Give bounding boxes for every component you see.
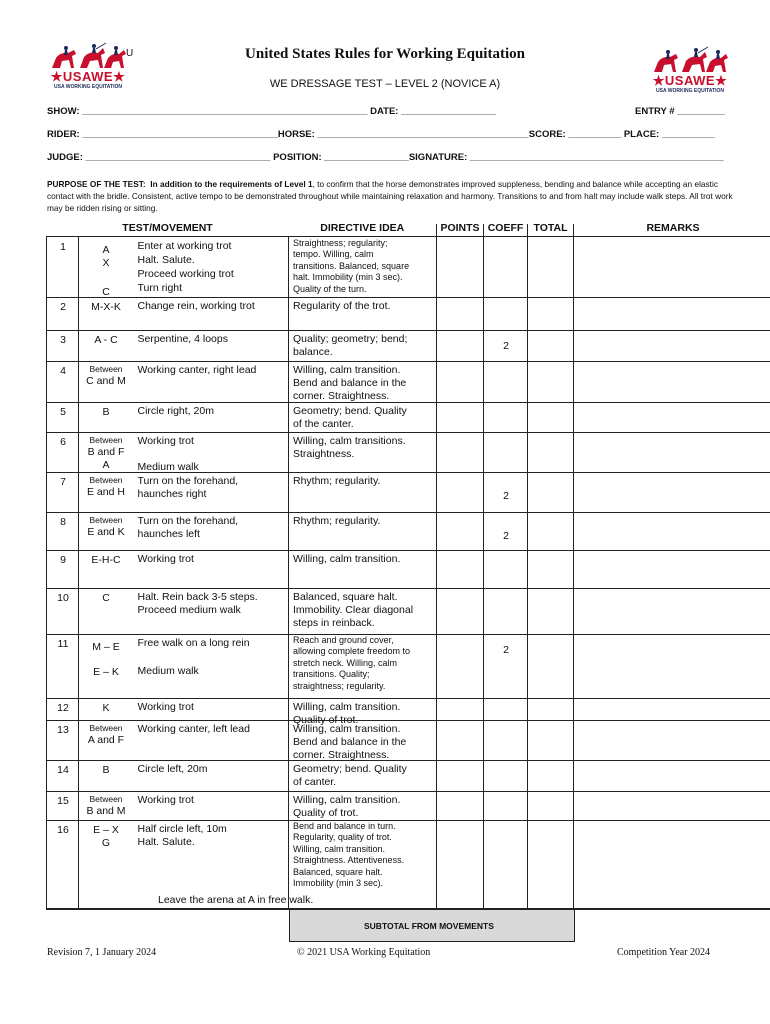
directive-text: Geometry; bend. Quality xyxy=(293,404,407,417)
purpose-paragraph xyxy=(47,178,737,214)
movement-text: Halt. Rein back 3-5 steps. xyxy=(137,590,258,603)
movement-number: 6 xyxy=(60,435,66,448)
movement-text: Turn right xyxy=(137,281,183,294)
arena-letters: E – X xyxy=(93,823,119,836)
directive-text: Willing, calm transition. xyxy=(293,843,386,854)
directive-text: tempo. Willing, calm xyxy=(293,249,374,259)
arena-letters: X xyxy=(102,256,110,269)
movement-text: Working canter, right lead xyxy=(137,363,257,376)
between-label: Between xyxy=(89,363,123,374)
movement-text: Proceed medium walk xyxy=(137,603,241,616)
coefficient: 2 xyxy=(503,529,509,542)
movement-number: 12 xyxy=(57,701,69,714)
movement-text: Proceed working trot xyxy=(137,267,234,280)
directive-text: Immobility (min 3 sec). xyxy=(293,878,384,888)
arena-letters: B xyxy=(102,405,110,418)
movement-text: Half circle left, 10m xyxy=(137,822,227,835)
logo-tagline: USA WORKING EQUITATION xyxy=(656,88,724,94)
stray-mark: U xyxy=(126,48,134,59)
movement-number: 10 xyxy=(57,591,69,604)
header-coeff: COEFF xyxy=(484,224,528,236)
directive-text: halt. Immobility (min 3 sec). xyxy=(293,272,403,282)
header-directive: DIRECTIVE IDEA xyxy=(289,224,437,236)
directive-text: transitions. Quality; xyxy=(293,669,370,679)
directive-text: of the canter. xyxy=(293,417,354,430)
movement-number: 5 xyxy=(60,405,66,418)
movement-text: Working trot xyxy=(137,793,194,806)
arena-letters: A and F xyxy=(87,733,125,746)
directive-text: Geometry; bend. Quality xyxy=(293,762,407,775)
movement-text: Medium walk xyxy=(137,460,199,473)
movement-text: haunches left xyxy=(137,527,200,540)
movement-number: 7 xyxy=(60,475,66,488)
arena-letters: E-H-C xyxy=(91,553,121,566)
directive-text: Willing, calm transition. xyxy=(293,722,401,735)
movement-number: 13 xyxy=(57,723,69,736)
logo-tagline: USA WORKING EQUITATION xyxy=(54,84,122,90)
directive-text: corner. Straightness. xyxy=(293,748,390,761)
directive-text: Bend and balance in the xyxy=(293,376,407,389)
movement-text: Medium walk xyxy=(137,664,199,677)
between-label: Between xyxy=(89,722,123,733)
row-divider xyxy=(46,820,770,821)
movement-number: 11 xyxy=(57,637,69,650)
page-title: United States Rules for Working Equitation xyxy=(245,46,525,62)
directive-text: allowing complete freedom to xyxy=(293,646,411,656)
logo-wordmark: ★USAWE★ xyxy=(50,69,126,84)
row-divider xyxy=(46,512,770,513)
movement-number: 3 xyxy=(60,333,66,346)
directive-text: Bend and balance in the xyxy=(293,735,407,748)
logo-wordmark: ★USAWE★ xyxy=(652,73,728,88)
directive-text: Straightness. Attentiveness. xyxy=(293,855,405,865)
arena-letters: C xyxy=(102,591,110,604)
row-divider xyxy=(46,361,770,362)
row-divider xyxy=(46,432,770,433)
row-divider xyxy=(46,791,770,792)
movement-text: Circle right, 20m xyxy=(137,404,214,417)
arena-letters: A xyxy=(102,243,110,256)
between-label: Between xyxy=(89,474,123,485)
directive-text: Quality; geometry; bend; xyxy=(293,332,408,345)
directive-text: Willing, calm transition. xyxy=(293,700,401,713)
movement-text: Change rein, working trot xyxy=(137,299,255,312)
arena-letters: B xyxy=(102,763,110,776)
movement-text: Working trot xyxy=(137,434,194,447)
movement-number: 16 xyxy=(57,823,69,836)
footer-year: Competition Year 2024 xyxy=(617,947,711,958)
arena-letters: E and H xyxy=(87,485,125,498)
movement-text: Halt. Salute. xyxy=(137,253,195,266)
directive-text: Straightness; regularity; xyxy=(293,237,388,248)
row-divider xyxy=(46,550,770,551)
movement-number: 9 xyxy=(60,553,66,566)
dressage-test-table xyxy=(46,224,770,909)
movement-number: 2 xyxy=(60,300,66,313)
directive-text: steps in reinback. xyxy=(293,616,375,629)
movement-text: Working trot xyxy=(137,700,194,713)
movement-text: Circle left, 20m xyxy=(137,762,208,775)
row-divider xyxy=(46,472,770,473)
purpose-bold: In addition to the requirements of Level 1 xyxy=(150,179,313,189)
movement-text: Enter at working trot xyxy=(137,239,232,252)
directive-text: Willing, calm transition. xyxy=(293,552,401,565)
entry-line: ENTRY # _________ xyxy=(635,106,725,117)
between-label: Between xyxy=(89,793,123,804)
movement-text: Free walk on a long rein xyxy=(137,636,250,649)
header-points: POINTS xyxy=(437,224,484,236)
row-divider xyxy=(46,698,770,699)
directive-text: Willing, calm transition. xyxy=(293,363,401,376)
directive-text: Balanced, square halt. xyxy=(293,590,398,603)
test-subtitle: WE DRESSAGE TEST – LEVEL 2 (NOVICE A) xyxy=(269,78,501,90)
arena-letters: C xyxy=(102,285,110,298)
movement-number: 8 xyxy=(60,515,66,528)
coefficient: 2 xyxy=(503,489,509,502)
directive-text: stretch neck. Willing, calm xyxy=(293,657,398,668)
directive-text: Straightness. xyxy=(293,447,355,460)
arena-letters: A - C xyxy=(94,333,118,346)
purpose-text: , to confirm that the horse demonstrates improved suppleness, bending and balance while accepting an elastic contact with the bridle. Consistent, active tempo to be demonstrated throughout while maintaining relaxation and harmony. Transitions to and from halt may include walk steps. All trot work may be ridden rising or sitting. xyxy=(47,179,733,213)
arena-letters: B and F xyxy=(87,445,125,458)
directive-text: Bend and balance in turn. xyxy=(293,820,396,831)
arena-letters: A xyxy=(102,458,110,471)
directive-text: Willing, calm transition. xyxy=(293,793,401,806)
movement-text: Turn on the forehand, xyxy=(137,474,239,487)
movement-text: Turn on the forehand, xyxy=(137,514,239,527)
directive-text: Willing, calm transitions. xyxy=(293,434,406,447)
row-divider xyxy=(46,330,770,331)
directive-text: of canter. xyxy=(293,775,337,788)
exit-row-border xyxy=(46,893,770,910)
movement-text: Working canter, left lead xyxy=(137,722,250,735)
arena-letters: B and M xyxy=(86,804,126,817)
directive-text: transitions. Balanced, square xyxy=(293,260,410,271)
arena-letters: K xyxy=(102,701,110,714)
arena-letters: C and M xyxy=(86,374,126,387)
between-label: Between xyxy=(89,434,123,445)
arena-letters: M-X-K xyxy=(91,300,121,313)
movement-text: Halt. Salute. xyxy=(137,835,195,848)
directive-text: Regularity of the trot. xyxy=(293,299,391,312)
rider-horse-score-line: RIDER: _____________________________________HORSE: ________________________________________SCORE: __________ PLACE: __________ xyxy=(47,129,715,140)
judge-position-signature-line: JUDGE: ___________________________________ POSITION: ________________SIGNATURE: ________________________________________________ xyxy=(47,152,724,163)
directive-text: Rhythm; regularity. xyxy=(293,514,381,527)
directive-text: Rhythm; regularity. xyxy=(293,474,381,487)
purpose-label: PURPOSE OF THE TEST: xyxy=(47,179,146,189)
show-date-line: SHOW: ______________________________________________________ DATE: __________________ xyxy=(47,106,497,117)
coefficient: 2 xyxy=(503,339,509,352)
directive-text: Balanced, square halt. xyxy=(293,866,383,877)
directive-text: Regularity, quality of trot. xyxy=(293,832,392,842)
arena-letters: E – K xyxy=(93,665,119,678)
exit-text: Leave the arena at A in free walk. xyxy=(158,894,314,906)
subtotal-label: SUBTOTAL FROM MOVEMENTS xyxy=(364,921,494,931)
footer-revision: Revision 7, 1 January 2024 xyxy=(47,947,157,958)
coefficient: 2 xyxy=(503,643,509,656)
row-divider xyxy=(46,720,770,721)
directive-text: Quality of trot. xyxy=(293,806,359,819)
movement-number: 4 xyxy=(60,364,66,377)
directive-text: balance. xyxy=(293,345,333,358)
movement-text: haunches right xyxy=(137,487,207,500)
movement-number: 1 xyxy=(60,240,66,253)
footer-copyright: © 2021 USA Working Equitation xyxy=(297,947,431,958)
between-label: Between xyxy=(89,514,123,525)
arena-letters: E and K xyxy=(87,525,125,538)
directive-text: straightness; regularity. xyxy=(293,680,386,691)
header-remarks: REMARKS xyxy=(574,224,770,236)
movement-text: Working trot xyxy=(137,552,194,565)
movement-number: 14 xyxy=(57,763,69,776)
movement-number: 15 xyxy=(57,794,69,807)
header-total: TOTAL xyxy=(528,224,574,236)
header-test-movement: TEST/MOVEMENT xyxy=(47,224,289,236)
row-divider xyxy=(46,760,770,761)
directive-text: corner. Straightness. xyxy=(293,389,390,402)
arena-letters: G xyxy=(101,836,111,849)
row-divider xyxy=(46,402,770,403)
movement-text: Serpentine, 4 loops xyxy=(137,332,228,345)
arena-letters: M – E xyxy=(92,640,120,653)
row-divider xyxy=(46,634,770,635)
row-divider xyxy=(46,297,770,298)
directive-text: Quality of the turn. xyxy=(293,283,367,294)
directive-text: Immobility. Clear diagonal xyxy=(293,603,414,616)
directive-text: Reach and ground cover, xyxy=(293,634,394,645)
row-divider xyxy=(46,588,770,589)
directive-text: Quality of trot. xyxy=(293,713,359,726)
